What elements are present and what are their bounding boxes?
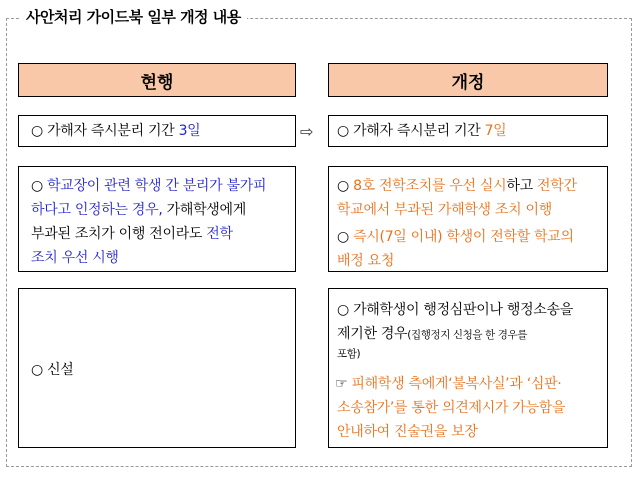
row2-revised-box [328, 166, 608, 272]
bullet: ○ [31, 178, 43, 194]
text-segment: 전학 [202, 226, 233, 242]
bullet: ○ [337, 123, 349, 139]
row1-revised-text: 가해자 즉시분리 기간 [353, 123, 481, 139]
text-segment: 전학간 [532, 178, 577, 194]
text-segment: 조치 우선 시행 [31, 250, 119, 266]
row2-revised-item1-line2: 학교에서 부과된 가해학생 조치 이행 [337, 202, 552, 218]
text-segment: 하다고 인정하는 경우, [31, 202, 163, 218]
row1-current-line [31, 119, 200, 143]
row3-current-line [31, 358, 74, 382]
row3-revised-box [328, 288, 608, 448]
row3-current-text: 신설 [47, 362, 74, 378]
row3-revised-item2-line3: 안내하여 진술권을 보장 [337, 424, 478, 440]
text-segment: 학교장이 관련 학생 간 분리가 불가피 [47, 178, 267, 194]
row3-revised-item1-line3: 포함) [337, 348, 361, 360]
pointing-hand-icon: ☞ [335, 376, 348, 392]
bullet: ○ [31, 123, 43, 139]
row2-revised-item1-line1 [337, 174, 577, 198]
row2-revised-item2-line2: 배정 요청 [337, 253, 395, 269]
row3-revised-item1-line1 [337, 298, 573, 322]
row2-current-line4 [31, 246, 119, 270]
bullet: ○ [337, 302, 349, 318]
row3-revised-item2-line2: 소송참가’를 통한 의견제시가 가능함을 [337, 400, 566, 416]
bullet: ○ [337, 229, 349, 245]
row1-revised-box [328, 115, 608, 147]
bullet: ○ [337, 178, 349, 194]
document-title: 사안처리 가이드북 일부 개정 내용 [20, 6, 247, 27]
row3-revised-item1-line2 [337, 322, 527, 347]
row1-revised-value: 7일 [484, 123, 507, 139]
row1-current-box [18, 115, 296, 147]
header-revised: 개정 [328, 63, 608, 97]
row2-current-line1 [31, 174, 266, 198]
text-segment: 하고 [506, 178, 533, 194]
right-arrow-icon: ⇨ [300, 122, 314, 141]
text-segment: 제기한 경우 [337, 326, 408, 342]
text-segment: 즉시(7일 이내) 학생이 전학할 학교의 [353, 229, 574, 245]
row1-revised-line [337, 119, 506, 143]
row2-current-box [18, 166, 296, 272]
bullet: ○ [31, 362, 43, 378]
text-segment: 8호 전학조치를 우선 실시 [353, 178, 507, 194]
row3-revised-item2-line1 [335, 372, 561, 396]
text-segment: 가해학생에게 [162, 202, 246, 218]
text-segment: 부과된 조치가 이행 전이라도 [31, 226, 203, 242]
row3-current-box [18, 288, 296, 448]
text-segment: 피해학생 측에게‘불복사실’과 ‘심판· [351, 376, 562, 392]
row1-current-value: 3일 [178, 123, 201, 139]
header-current: 현행 [18, 63, 296, 97]
row2-current-line2 [31, 198, 246, 222]
row2-current-line3 [31, 222, 233, 246]
row1-current-text: 가해자 즉시분리 기간 [47, 123, 175, 139]
text-segment: 가해학생이 행정심판이나 행정소송을 [353, 302, 573, 318]
text-segment: (집행정지 신청을 한 경우를 [407, 329, 527, 341]
row2-revised-item2-line1 [337, 225, 574, 249]
